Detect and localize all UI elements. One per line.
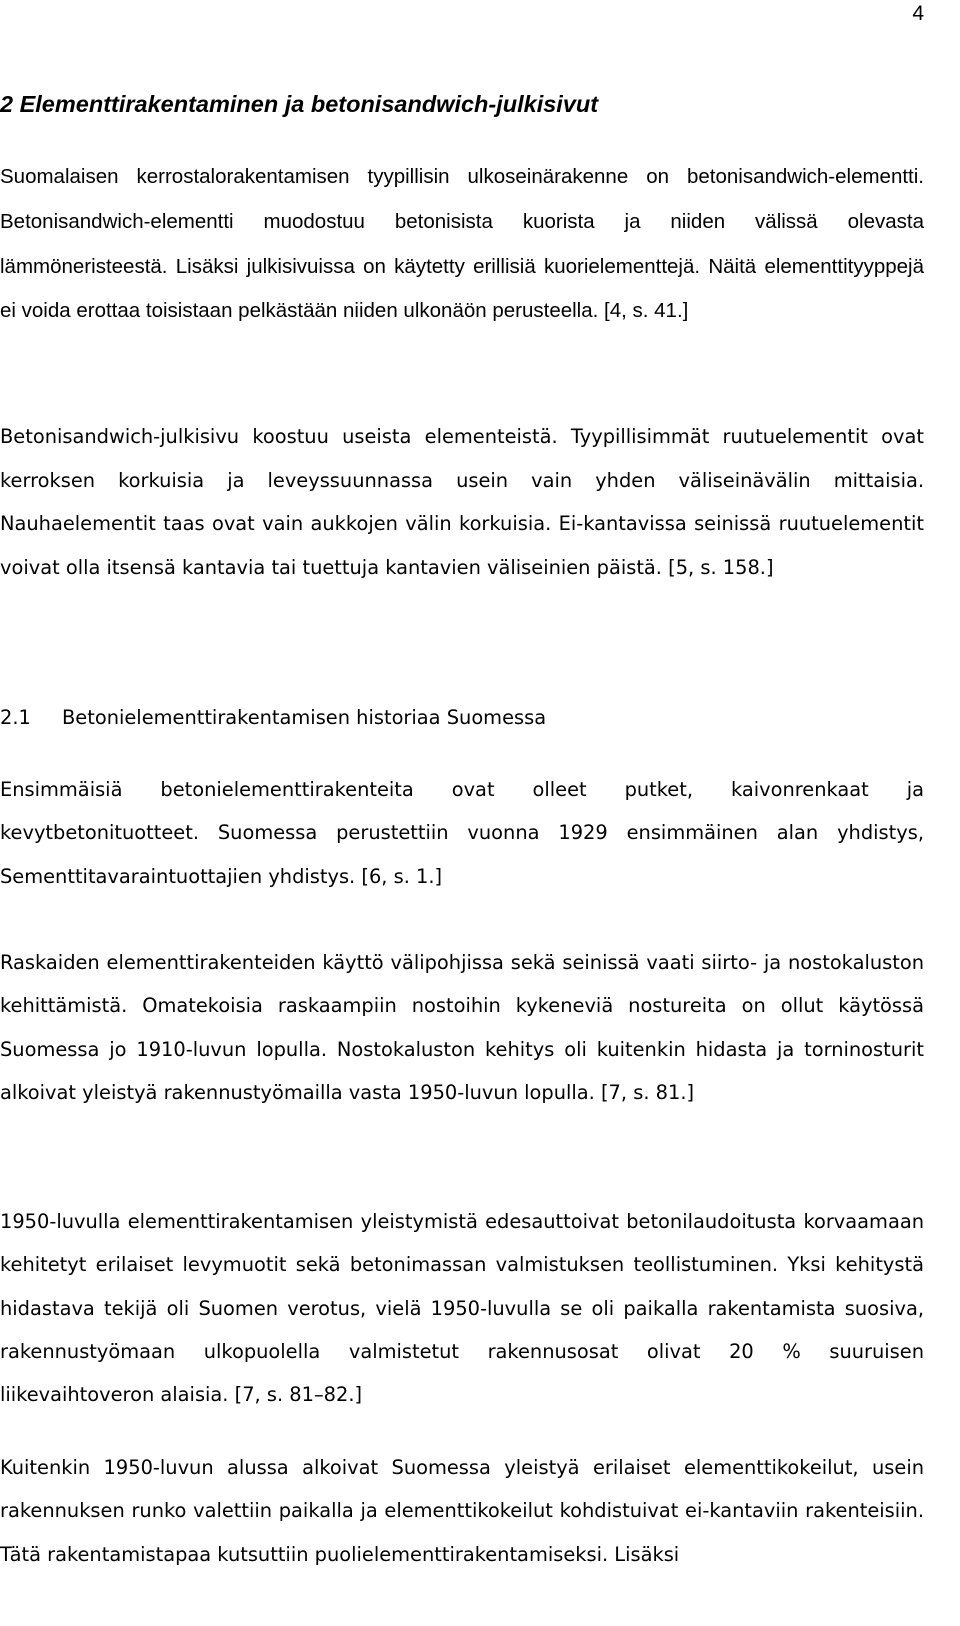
section-heading: 2 Elementtirakentaminen ja betonisandwich-julkisivut	[0, 91, 599, 117]
subsection-number: 2.1	[0, 706, 31, 729]
paragraph-history-3: 1950-luvulla elementtirakentamisen yleistymistä edesauttoivat betonilaudoitusta korvaamaan kehitetyt erilaiset levymuotit sekä betonimassan valmistuksen teollistuminen. Yksi kehitystä hidastava tekijä oli Suomen verotus, vielä 1950-luvulla se oli paikalla rakentamista suosiva, rakennustyömaan ulkopuolella valmistetut rakennusosat olivat 20 % suuruisen liikevaihtoveron alaisia. [7, s. 81–82.]	[0, 1210, 924, 1407]
subsection-title: Betonielementtirakentamisen historiaa Suomessa	[62, 706, 547, 729]
paragraph-history-4: Kuitenkin 1950-luvun alussa alkoivat Suomessa yleistyä erilaiset elementtikokeilut, usein rakennuksen runko valettiin paikalla ja elementtikokeilut kohdistuivat ei-kantaviin rakenteisiin. Tätä rakentamistapaa kutsuttiin puolielementtirakentamiseksi. Lisäksi	[0, 1456, 924, 1566]
subsection-heading	[0, 700, 924, 736]
page-number: 4	[912, 2, 924, 25]
paragraph-facade: Betonisandwich-julkisivu koostuu useista elementeistä. Tyypillisimmät ruutuelementit ovat kerroksen korkuisia ja leveyssuunnassa usein vain yhden väliseinävälin mittaisia. Nauhaelementit taas ovat vain aukkojen välin korkuisia. Ei-kantavissa seinissä ruutuelementit voivat olla itsensä kantavia tai tuettuja kantavien väliseinien päistä. [5, s. 158.]	[0, 425, 924, 579]
paragraph-history-2: Raskaiden elementtirakenteiden käyttö välipohjissa sekä seinissä vaati siirto- ja nostokaluston kehittämistä. Omatekoisia raskaampiin nostoihin kykeneviä nostureita on ollut käytössä Suomessa jo 1910-luvun lopulla. Nostokaluston kehitys oli kuitenkin hidasta ja torninosturit alkoivat yleistyä rakennustyömailla vasta 1950-luvun lopulla. [7, s. 81.]	[0, 951, 924, 1104]
paragraph-intro: Suomalaisen kerrostalorakentamisen tyypillisin ulkoseinärakenne on betonisandwich-elementti. Betonisandwich-elementti muodostuu betonisista kuorista ja niiden välissä olevasta lämmöneristeestä. Lisäksi julkisivuissa on käytetty erillisiä kuorielementtejä. Näitä elementtityyppejä ei voida erottaa toisistaan pelkästään niiden ulkonäön perusteella. [4, s. 41.]	[0, 165, 924, 323]
paragraph-history-1: Ensimmäisiä betonielementtirakenteita ovat olleet putket, kaivonrenkaat ja kevytbetonituotteet. Suomessa perustettiin vuonna 1929 ensimmäinen alan yhdistys, Sementtitavaraintuottajien yhdistys. [6, s. 1.]	[0, 778, 924, 888]
